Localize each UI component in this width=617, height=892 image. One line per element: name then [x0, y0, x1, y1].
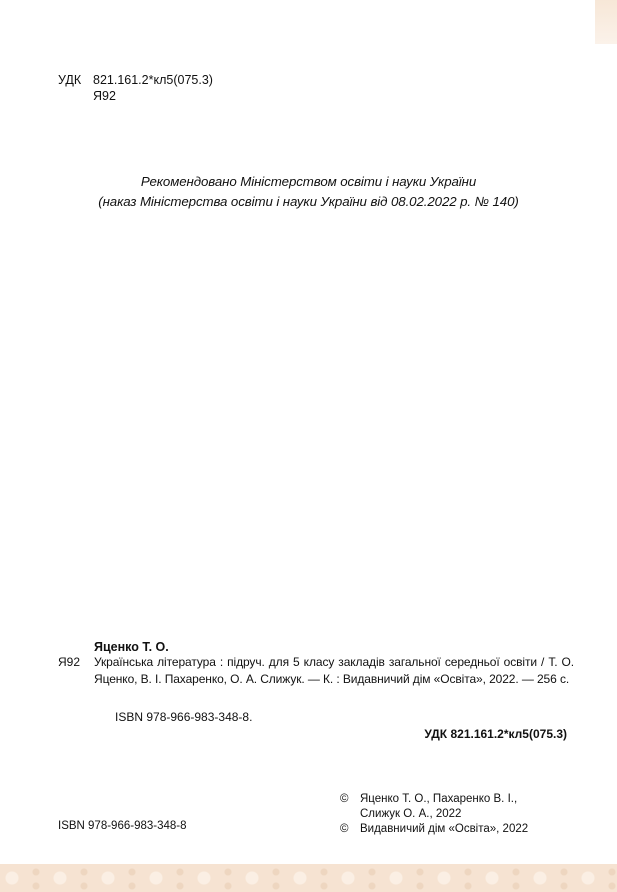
shelf-code: Я92: [93, 89, 116, 103]
ornamental-border: [0, 864, 617, 892]
copyright-block: [340, 792, 528, 837]
catalog-udk: УДК 821.161.2*кл5(075.3): [424, 727, 567, 741]
udk-code: 821.161.2*кл5(075.3): [93, 73, 213, 87]
catalog-shelf-code: Я92: [58, 655, 81, 669]
catalog-description: Українська література : підруч. для 5 класу закладів загальної середньої освіти / Т. О. Яценко, В. І. Пахаренко, О. А. Слижук. — К. : Видавничий дім «Освіта», 2022. — 256 с.: [94, 655, 574, 686]
catalog-author: Яценко Т. О.: [94, 640, 169, 654]
udk-header: [58, 72, 213, 104]
copyright-authors-line-1: Яценко Т. О., Пахаренко В. І.,: [360, 793, 518, 805]
corner-decoration: [595, 0, 617, 44]
copyright-publisher-line: Видавничий дім «Освіта», 2022: [360, 823, 529, 835]
udk-label: УДК: [58, 73, 82, 87]
copyright-icon: ©: [340, 823, 349, 835]
recommendation-line-1: Рекомендовано Міністерством освіти і науки України: [140, 174, 477, 189]
isbn-footer: ISBN 978-966-983-348-8: [58, 820, 187, 832]
copyright-authors-line-2: Слижук О. А., 2022: [360, 808, 462, 820]
catalog-isbn: ISBN 978-966-983-348-8.: [115, 710, 253, 724]
copyright-authors: [340, 792, 528, 822]
ministry-recommendation: [0, 172, 617, 212]
recommendation-line-2: (наказ Міністерства освіти і науки України від 08.02.2022 р. № 140): [98, 194, 519, 209]
copyright-publisher: [340, 822, 528, 837]
copyright-icon: ©: [340, 793, 349, 805]
